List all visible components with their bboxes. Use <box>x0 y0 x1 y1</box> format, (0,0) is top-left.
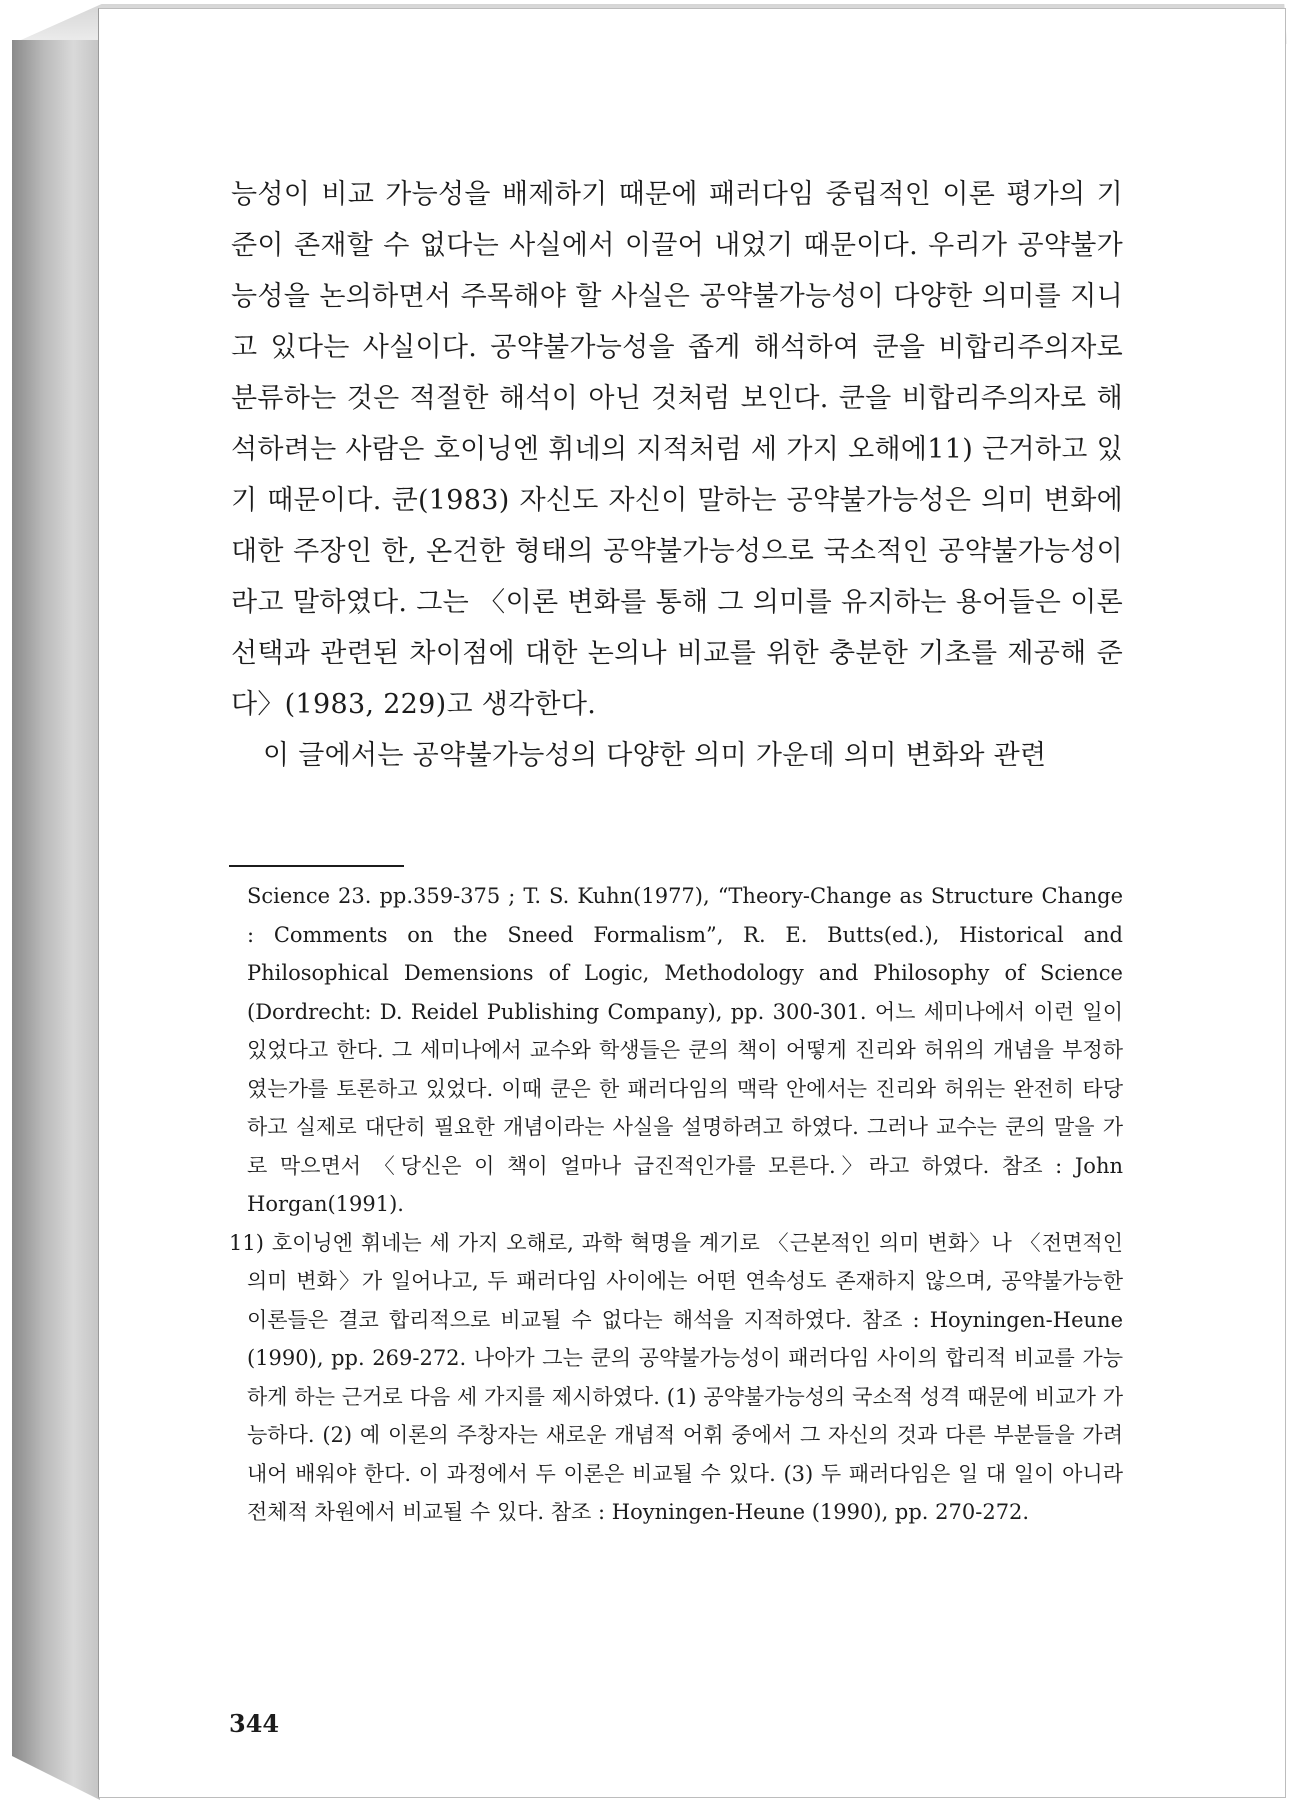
book-page <box>98 8 1286 1798</box>
book-spine <box>12 40 100 1800</box>
page-number: 344 <box>229 1709 280 1738</box>
body-paragraph-1: 능성이 비교 가능성을 배제하기 때문에 패러다임 중립적인 이론 평가의 기준이 존재할 수 없다는 사실에서 이끌어 내었기 때문이다. 우리가 공약불가능성을 논의하면서 주목해야 할 사실은 공약불가능성이 다양한 의미를 지니고 있다는 사실이다. 공약불가능성을 좁게 해석하여 쿤을 비합리주의자로 분류하는 것은 적절한 해석이 아닌 것처럼 보인다. 쿤을 비합리주의자로 해석하려는 사람은 호이닝엔 휘네의 지적처럼 세 가지 오해에11) 근거하고 있기 때문이다. 쿤(1983) 자신도 자신이 말하는 공약불가능성은 의미 변화에 대한 주장인 한, 온건한 형태의 공약불가능성으로 국소적인 공약불가능성이라고 말하였다. 그는 〈이론 변화를 통해 그 의미를 유지하는 용어들은 이론 선택과 관련된 차이점에 대한 논의나 비교를 위한 충분한 기초를 제공해 준다〉(1983, 229)고 생각한다. <box>231 179 1123 720</box>
footnote-continuation: Science 23. pp.359-375 ; T. S. Kuhn(1977), “Theory-Change as Structure Change : Comments on the Sneed Formalism”, R. E. Butts(ed.), Historical and Philosophical Demensions of Logic, Methodology and Philosophy of Science (Dordrecht: D. Reidel Publishing Company), pp. 300-301. 어느 세미나에서 이런 일이 있었다고 한다. 그 세미나에서 교수와 학생들은 쿤의 책이 어떻게 진리와 허위의 개념을 부정하였는가를 토론하고 있었다. 이때 쿤은 한 패러다임의 맥락 안에서는 진리와 허위는 완전히 타당하고 실제로 대단히 필요한 개념이라는 사실을 설명하려고 하였다. 그러나 교수는 쿤의 말을 가로 막으면서 〈당신은 이 책이 얼마나 급진적인가를 모른다.〉라고 하였다. 참조 : John Horgan(1991). <box>247 884 1123 1216</box>
footnote-divider <box>229 865 404 867</box>
body-text <box>231 169 1123 781</box>
footnote-11: 11) 호이닝엔 휘네는 세 가지 오해로, 과학 혁명을 계기로 〈근본적인 의미 변화〉나 〈전면적인 의미 변화〉가 일어나고, 두 패러다임 사이에는 어떤 연속성도 존재하지 않으며, 공약불가능한 이론들은 결코 합리적으로 비교될 수 없다는 해석을 지적하였다. 참조 : Hoyningen-Heune (1990), pp. 269-272. 나아가 그는 쿤의 공약불가능성이 패러다임 사이의 합리적 비교를 가능하게 하는 근거로 다음 세 가지를 제시하였다. (1) 공약불가능성의 국소적 성격 때문에 비교가 가능하다. (2) 예 이론의 주창자는 새로운 개념적 어휘 중에서 그 자신의 것과 다른 부분들을 가려 내어 배워야 한다. 이 과정에서 두 이론은 비교될 수 있다. (3) 두 패러다임은 일 대 일이 아니라 전체적 차원에서 비교될 수 있다. 참조 : Hoyningen-Heune (1990), pp. 270-272. <box>229 1230 1123 1524</box>
footnotes <box>229 877 1123 1532</box>
body-paragraph-2: 이 글에서는 공약불가능성의 다양한 의미 가운데 의미 변화와 관련 <box>263 740 1047 771</box>
